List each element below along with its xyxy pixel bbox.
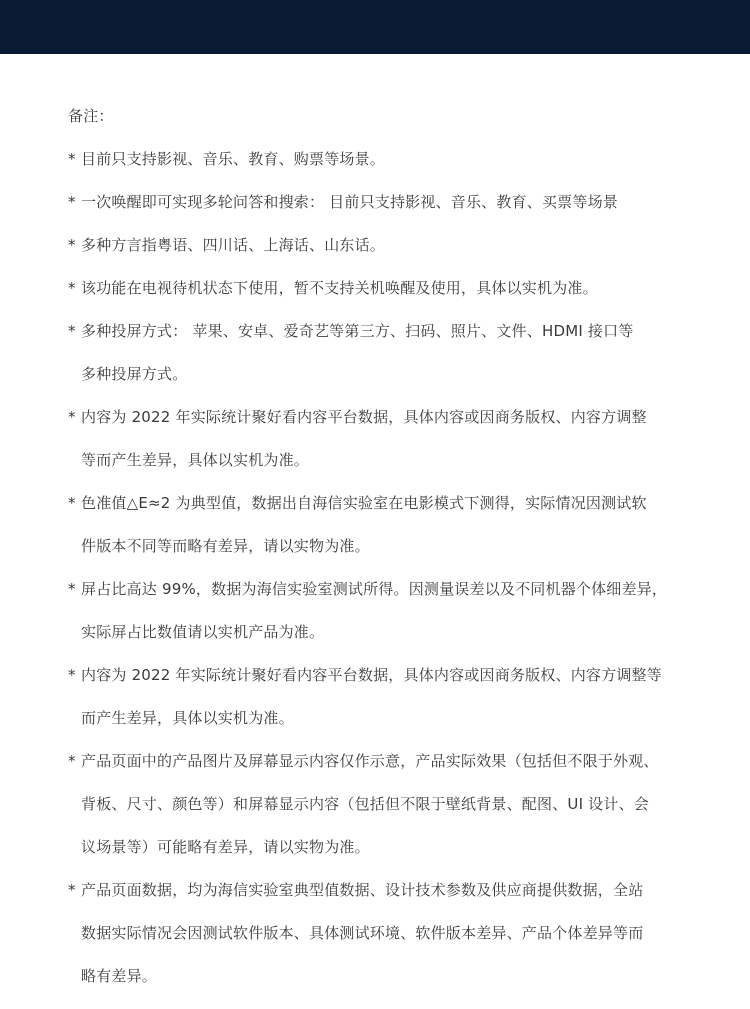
note-bullet: * <box>68 322 76 340</box>
note-text <box>81 407 647 471</box>
note-item <box>68 880 728 987</box>
note-item <box>68 278 728 299</box>
notes-section <box>68 106 728 1009</box>
note-line: 多种方言指粤语、四川话、上海话、山东话。 <box>81 236 386 254</box>
notes-list <box>68 149 728 987</box>
note-bullet: * <box>68 881 76 899</box>
note-line: 数据实际情况会因测试软件版本、具体测试环境、软件版本差异、产品个体差异等而 <box>81 924 644 942</box>
note-line: 等而产生差异，具体以实机为准。 <box>81 451 310 469</box>
notes-title: 备注： <box>68 107 114 125</box>
note-bullet: * <box>68 279 76 297</box>
note-text <box>81 192 618 213</box>
note-line: 议场景等）可能略有差异，请以实物为准。 <box>81 838 370 856</box>
top-header-bar <box>0 0 750 54</box>
note-line: 内容为 2022 年实际统计聚好看内容平台数据，具体内容或因商务版权、内容方调整等 <box>81 666 662 684</box>
note-line: 多种投屏方式： 苹果、安卓、爱奇艺等第三方、扫码、照片、文件、HDMI 接口等 <box>81 322 634 340</box>
note-bullet: * <box>68 408 76 426</box>
note-bullet: * <box>68 494 76 512</box>
note-line: 件版本不同等而略有差异，请以实物为准。 <box>81 537 370 555</box>
note-text <box>81 665 662 729</box>
note-line: 产品页面数据，均为海信实验室典型值数据、设计技术参数及供应商提供数据，全站 <box>81 881 644 899</box>
note-text <box>81 321 634 385</box>
note-line: 实际屏占比数值请以实机产品为准。 <box>81 623 325 641</box>
note-item <box>68 407 728 471</box>
note-bullet: * <box>68 580 76 598</box>
note-text <box>81 493 647 557</box>
note-text <box>81 579 667 643</box>
note-item <box>68 235 728 256</box>
note-line: 背板、尺寸、颜色等）和屏幕显示内容（包括但不限于壁纸背景、配图、UI 设计、会 <box>81 795 649 813</box>
note-line: 一次唤醒即可实现多轮问答和搜索： 目前只支持影视、音乐、教育、买票等场景 <box>81 193 618 211</box>
note-text <box>81 880 643 987</box>
note-item <box>68 751 728 858</box>
note-item <box>68 579 728 643</box>
note-line: 多种投屏方式。 <box>81 365 188 383</box>
note-line: 而产生差异，具体以实机为准。 <box>81 709 294 727</box>
note-item <box>68 192 728 213</box>
note-line: 该功能在电视待机状态下使用，暂不支持关机唤醒及使用，具体以实机为准。 <box>81 279 598 297</box>
note-line: 色准值△E≈2 为典型值，数据出自海信实验室在电影模式下测得，实际情况因测试软 <box>81 494 647 512</box>
note-bullet: * <box>68 193 76 211</box>
note-bullet: * <box>68 236 76 254</box>
note-text <box>81 149 385 170</box>
note-item <box>68 665 728 729</box>
note-line: 略有差异。 <box>81 967 158 985</box>
note-line: 内容为 2022 年实际统计聚好看内容平台数据，具体内容或因商务版权、内容方调整 <box>81 408 647 426</box>
note-item <box>68 149 728 170</box>
note-line: 屏占比高达 99%，数据为海信实验室测试所得。因测量误差以及不同机器个体细差异， <box>81 580 668 598</box>
note-bullet: * <box>68 666 76 684</box>
note-item <box>68 493 728 557</box>
note-bullet: * <box>68 752 76 770</box>
note-line: 产品页面中的产品图片及屏幕显示内容仅作示意，产品实际效果（包括但不限于外观、 <box>81 752 659 770</box>
note-text <box>81 235 385 256</box>
note-text <box>81 278 598 299</box>
note-bullet: * <box>68 150 76 168</box>
note-item <box>68 321 728 385</box>
note-line: 目前只支持影视、音乐、教育、购票等场景。 <box>81 150 386 168</box>
note-text <box>81 751 659 858</box>
